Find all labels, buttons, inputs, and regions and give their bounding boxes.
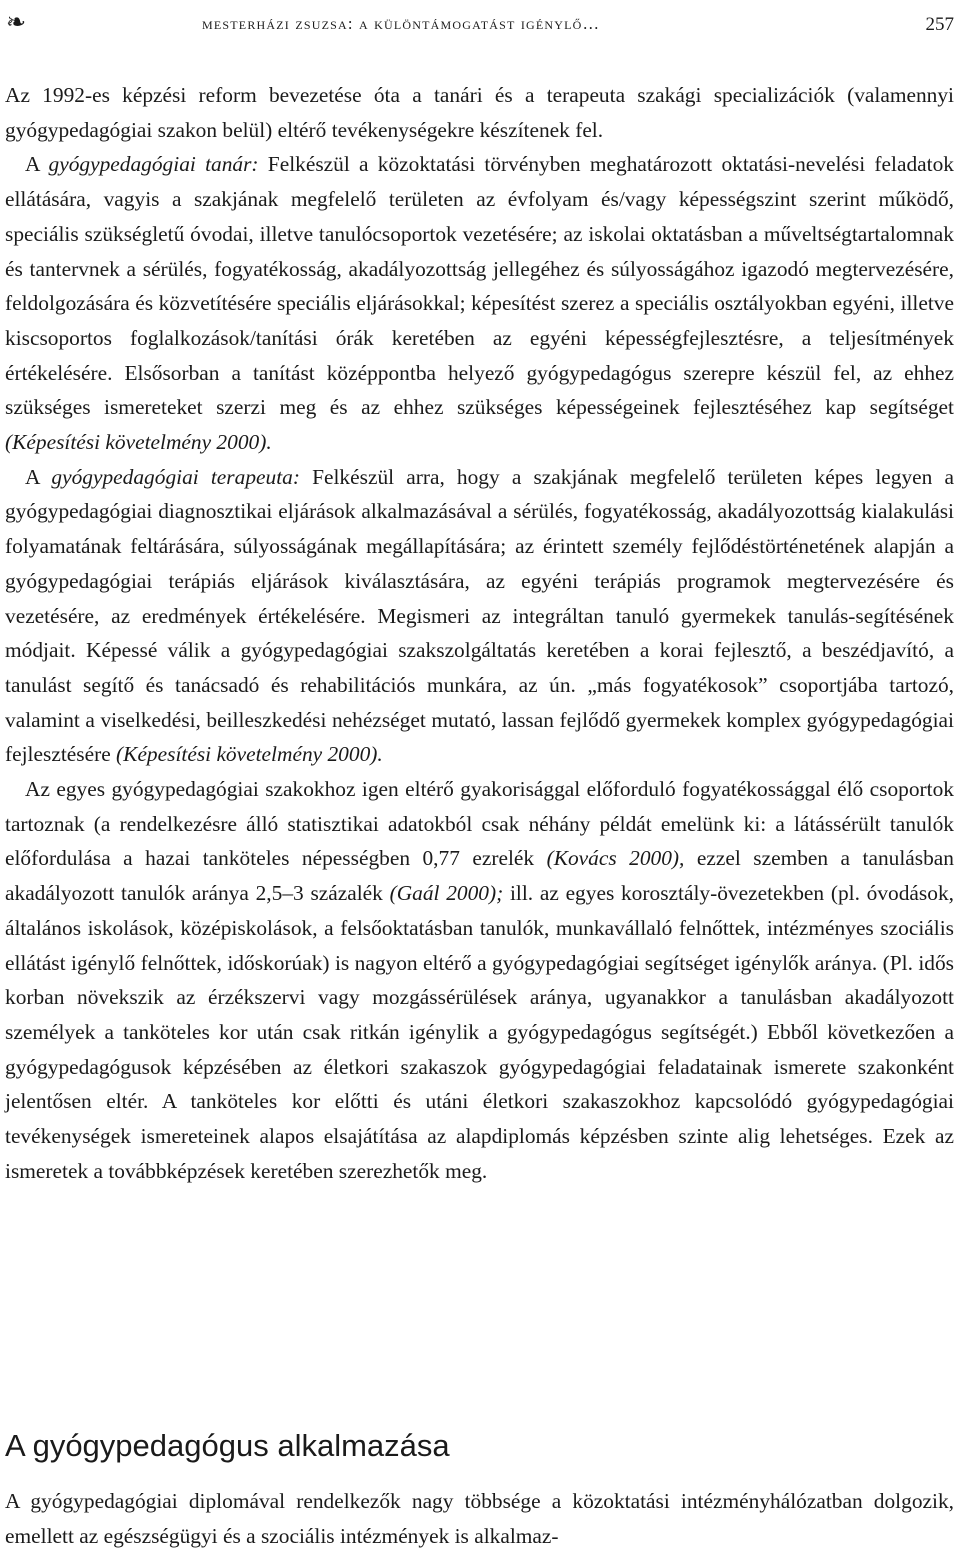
paragraph-text: Felkészül arra, hogy a szakjának megfelelő területen képes legyen a gyógypedagógiai diagnosztikai eljárások alkalmazásával a sérülés, fogyatékosság, akadályozottság kialakulási folyamatának feltárására, súlyosságának megállapítására; az érintett személy fejlődéstörténetének alapján a gyógypedagógiai terápiás eljárások kiválasztására, az egyéni terápiás programok megtervezésére és vezetésére, az eredmények értékelésére. Megismeri az integráltan tanuló gyermekek tanulás-segítésének módjait. Képessé válik a gyógypedagógiai szakszolgáltatás keretében a korai fejlesztő, a beszédjavító, a tanulást segítő és tanácsadó és rehabilitációs munkára, az ún. „más fogyatékosok” csoportjába tartozó, valamint a viselkedési, beilleszkedési nehézséget mutató, lassan fejlődő gyermekek komplex gyógypedagógiai fejlesztésére [5, 464, 954, 767]
citation: (Képesítési követelmény 2000). [116, 742, 383, 767]
paragraph-text: ezzel szemben a tanulásban akadályozott tanulók aránya 2,5–3 százalék [5, 846, 954, 906]
paragraph-intro [5, 78, 954, 147]
citation: (Képesítési követelmény 2000). [5, 430, 272, 455]
paragraph-employment: A gyógypedagógiai diplomával rendelkezők nagy többsége a közoktatási intézményhálózatban dolgozik, emellett az egészségügyi és a szociális intézmények is alkalmaz- [5, 1489, 954, 1548]
section-heading: A gyógypedagógus alkalmazása [5, 1428, 450, 1463]
lead-text: A [25, 464, 52, 489]
citation: (Gaál 2000); [389, 881, 504, 906]
section-body [5, 1484, 954, 1553]
term-teacher: gyógypedagógiai tanár: [48, 152, 259, 177]
paragraph-text: Felkészül a közoktatási törvényben meghatározott oktatási-nevelési feladatok ellátására, vagyis a szakjának megfelelő területen az évfolyam és/vagy képességszint szerint működő, speciális szükségletű óvodai, illetve tanulócsoportok vezetésére; az iskolai oktatásban a műveltségtartalomnak és tantervnek a sérülés, fogyatékosság, akadályozottság jellegéhez és súlyosságához igazodó megtervezésére, feldolgozására és közvetítésére speciális eljárásokkal; képesítést szerez a speciális osztályokban egyéni, illetve kiscsoportos foglalkozások/tanítási órák keretében az egyéni képességfejlesztésre, a teljesítmények értékelésére. Elsősorban a tanítást középpontba helyező gyógypedagógus szerepre készül fel, az ehhez szükséges ismereteket szerzi meg és az ehhez szükséges képességeinek fejlesztéséhez kap segítséget [5, 152, 955, 420]
running-head: mesterházi zsuzsa: a különtámogatást igénylő… [202, 14, 601, 33]
paragraph-text: Az egyes gyógypedagógiai szakokhoz igen eltérő gyakorisággal előforduló fogyatékossággal élő csoportok tartoznak (a rendelkezésre álló statisztikai adatokból csak néhány példát emelünk ki: a látássérült tanulók előfordulása a hazai tanköteles népességben 0,77 ezrelék [5, 777, 954, 871]
paragraph-teacher [5, 147, 954, 459]
paragraph-text: Az 1992-es képzési reform bevezetése óta a tanári és a terapeuta szakági specializációk (valamennyi gyógypedagógiai szakon belül) eltérő tevékenységekre készítenek fel. [5, 83, 954, 142]
paragraph-prevalence [5, 772, 954, 1188]
page-number: 257 [925, 14, 954, 35]
page-header [6, 8, 954, 42]
fleuron-ornament-icon: ❧ [6, 10, 27, 36]
citation: (Kovács 2000), [546, 846, 685, 871]
lead-text: A [25, 152, 49, 177]
term-therapist: gyógypedagógiai terapeuta: [51, 464, 300, 489]
paragraph-therapist [5, 460, 954, 772]
body-text [5, 78, 954, 1189]
paragraph-text: ill. az egyes korosztály-övezetekben (pl. óvodások, általános iskolások, középiskolások, a felsőoktatásban tanulók, munkavállaló felnőttek, intézményes szociális ellátást igénylő felnőttek, időskorúak) is nagyon eltérő a gyógypedagógiai segítséget igénylők aránya. (Pl. idős korban növekszik az érzékszervi vagy mozgássérülések aránya, ugyanakkor a tanulásban akadályozott személyek a tanköteles kor után csak ritkán igénylik a gyógypedagógus segítségét.) Ebből következően a gyógypedagógusok képzésében az életkori szakaszok gyógypedagógiai feladatainak ismerete szakonként jelentősen eltér. A tanköteles kor előtti és utáni életkori szakaszokhoz kapcsolódó gyógypedagógiai tevékenységek ismereteinek alapos elsajátítása az alapdiplomás képzésben szinte alig lehetséges. Ezek az ismeretek a továbbképzések keretében szerezhetők meg. [5, 881, 954, 1183]
